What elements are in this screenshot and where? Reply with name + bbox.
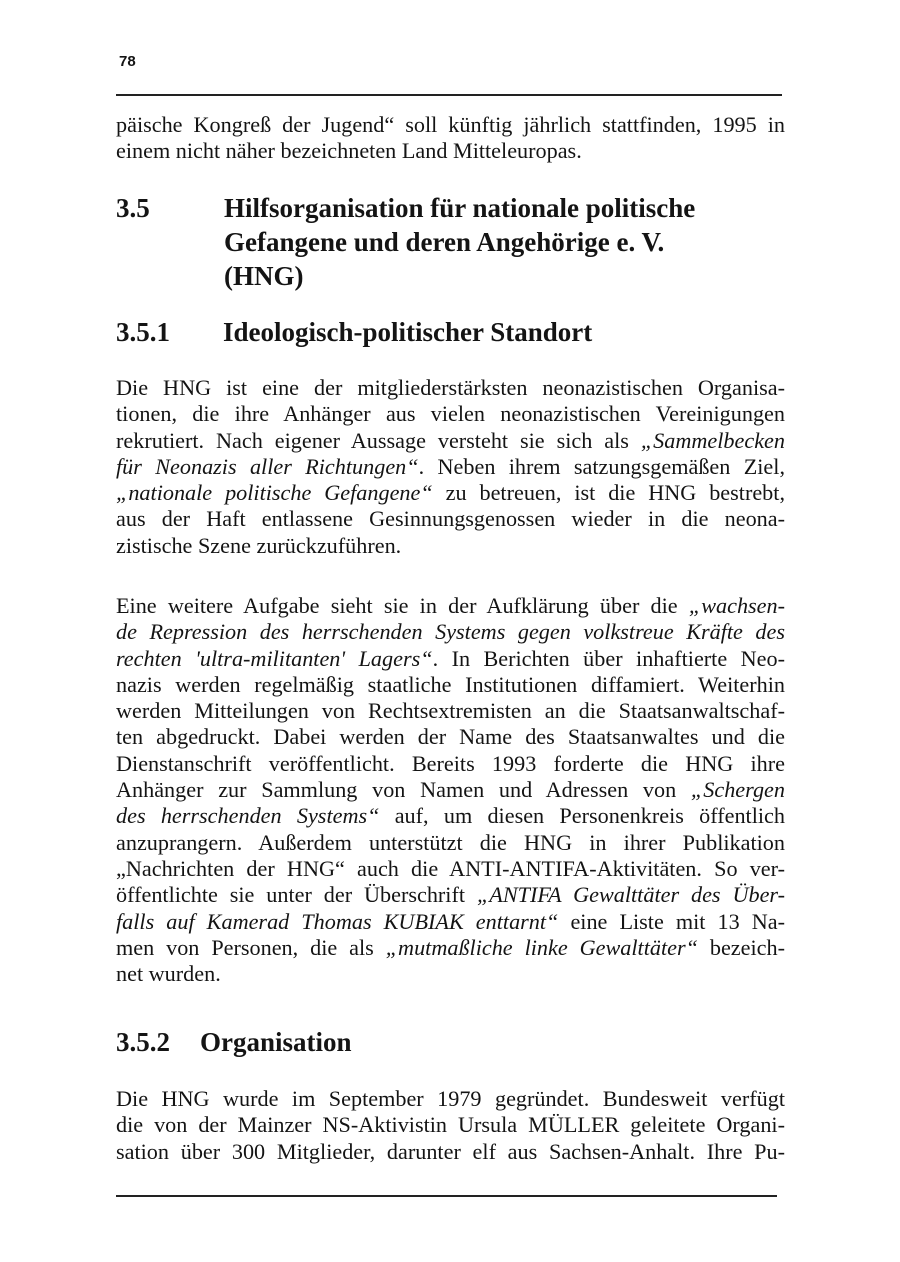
continuation-paragraph: [116, 112, 785, 165]
section-title-line: (HNG): [224, 261, 304, 291]
section-number: 3.5.2: [116, 1027, 170, 1057]
text-line: „Nachrichten der HNG“ auch die ANTI-ANTIFA-Aktivitäten. So ver-: [116, 855, 785, 881]
section-number: 3.5: [116, 193, 150, 223]
text-line: Eine weitere Aufgabe sieht sie in der Aufklärung über die „wachsen-: [116, 593, 785, 618]
page-number: 78: [119, 53, 136, 70]
text-line: einem nicht näher bezeichneten Land Mitteleuropas.: [116, 138, 582, 164]
text-line: ten abgedruckt. Dabei werden der Name des Staatsanwaltes und die: [116, 724, 785, 750]
quoted-term: „nationale politische Gefangene“: [116, 480, 433, 506]
text-line: falls auf Kamerad Thomas KUBIAK enttarnt“ eine Liste mit 13 Na-: [116, 908, 786, 934]
quoted-term: „mutmaßliche linke Gewalttäter“: [385, 934, 698, 960]
quoted-term: „ANTIFA Gewalttäter des Über-: [476, 882, 785, 908]
quoted-term: „wachsen-: [688, 593, 785, 618]
footer-rule: [116, 1195, 777, 1197]
section-title-line: Gefangene und deren Angehörige e. V.: [224, 227, 665, 257]
quoted-term: „Schergen: [690, 777, 785, 803]
header-rule: [116, 94, 782, 96]
paragraph: [116, 593, 785, 987]
text-line: nazis werden regelmäßig staatliche Institutionen diffamiert. Weiterhin: [116, 671, 785, 697]
text-line: des herrschenden Systems“ auf, um diesen Personenkreis öffentlich: [116, 803, 785, 829]
quoted-term: „Sammelbecken: [640, 427, 785, 453]
text-line: Die HNG wurde im September 1979 gegründet. Bundesweit verfügt: [116, 1086, 785, 1111]
text-line: rechten 'ultra-militanten' Lagers“. In Berichten über inhaftierte Neo-: [116, 645, 785, 671]
quoted-term: für Neonazis aller Richtungen“: [116, 453, 419, 479]
section-title: [224, 191, 695, 293]
quoted-term: falls auf Kamerad Thomas KUBIAK enttarnt“: [116, 908, 559, 934]
text-line: werden Mitteilungen von Rechtsextremisten an die Staatsanwaltschaf-: [116, 698, 785, 724]
text-line: öffentlichte sie unter der Überschrift „ANTIFA Gewalttäter des Über-: [116, 882, 785, 908]
text-line: die von der Mainzer NS-Aktivistin Ursula MÜLLER geleitete Organi-: [116, 1112, 785, 1138]
text-line: aus der Haft entlassene Gesinnungsgenossen wieder in die neona-: [116, 506, 785, 532]
paragraph: [116, 375, 785, 559]
quoted-term: des herrschenden Systems“: [116, 803, 380, 829]
paragraph: [116, 1086, 785, 1165]
section-title: Organisation: [200, 1027, 352, 1057]
section-number: 3.5.1: [116, 317, 170, 347]
text-line: tionen, die ihre Anhänger aus vielen neonazistischen Vereinigungen: [116, 401, 785, 427]
text-line: zistische Szene zurückzuführen.: [116, 532, 402, 558]
section-title-line: Hilfsorganisation für nationale politische: [224, 193, 696, 223]
text-line: rekrutiert. Nach eigener Aussage versteht sie sich als „Sammelbecken: [116, 427, 785, 453]
text-line: Die HNG ist eine der mitgliederstärksten neonazistischen Organisa-: [116, 375, 785, 400]
section-title: Ideologisch-politischer Standort: [223, 317, 593, 347]
quoted-term: rechten 'ultra-militanten' Lagers“: [116, 645, 433, 671]
text-line: anzuprangern. Außerdem unterstützt die HNG in ihrer Publikation: [116, 829, 785, 855]
text-line: men von Personen, die als „mutmaßliche linke Gewalttäter“ bezeich-: [116, 934, 786, 960]
text-line: net wurden.: [116, 961, 221, 987]
text-line: de Repression des herrschenden Systems gegen volkstreue Kräfte des: [116, 619, 785, 645]
text-line: päische Kongreß der Jugend“ soll künftig jährlich stattfinden, 1995 in: [116, 112, 785, 137]
text-line: „nationale politische Gefangene“ zu betreuen, ist die HNG bestrebt,: [116, 480, 785, 506]
text-line: Anhänger zur Sammlung von Namen und Adressen von „Schergen: [116, 777, 785, 803]
text-line: sation über 300 Mitglieder, darunter elf aus Sachsen-Anhalt. Ihre Pu-: [116, 1138, 785, 1164]
text-line: Dienstanschrift veröffentlicht. Bereits 1993 forderte die HNG ihre: [116, 750, 785, 776]
text-line: für Neonazis aller Richtungen“. Neben ihrem satzungsgemäßen Ziel,: [116, 453, 785, 479]
